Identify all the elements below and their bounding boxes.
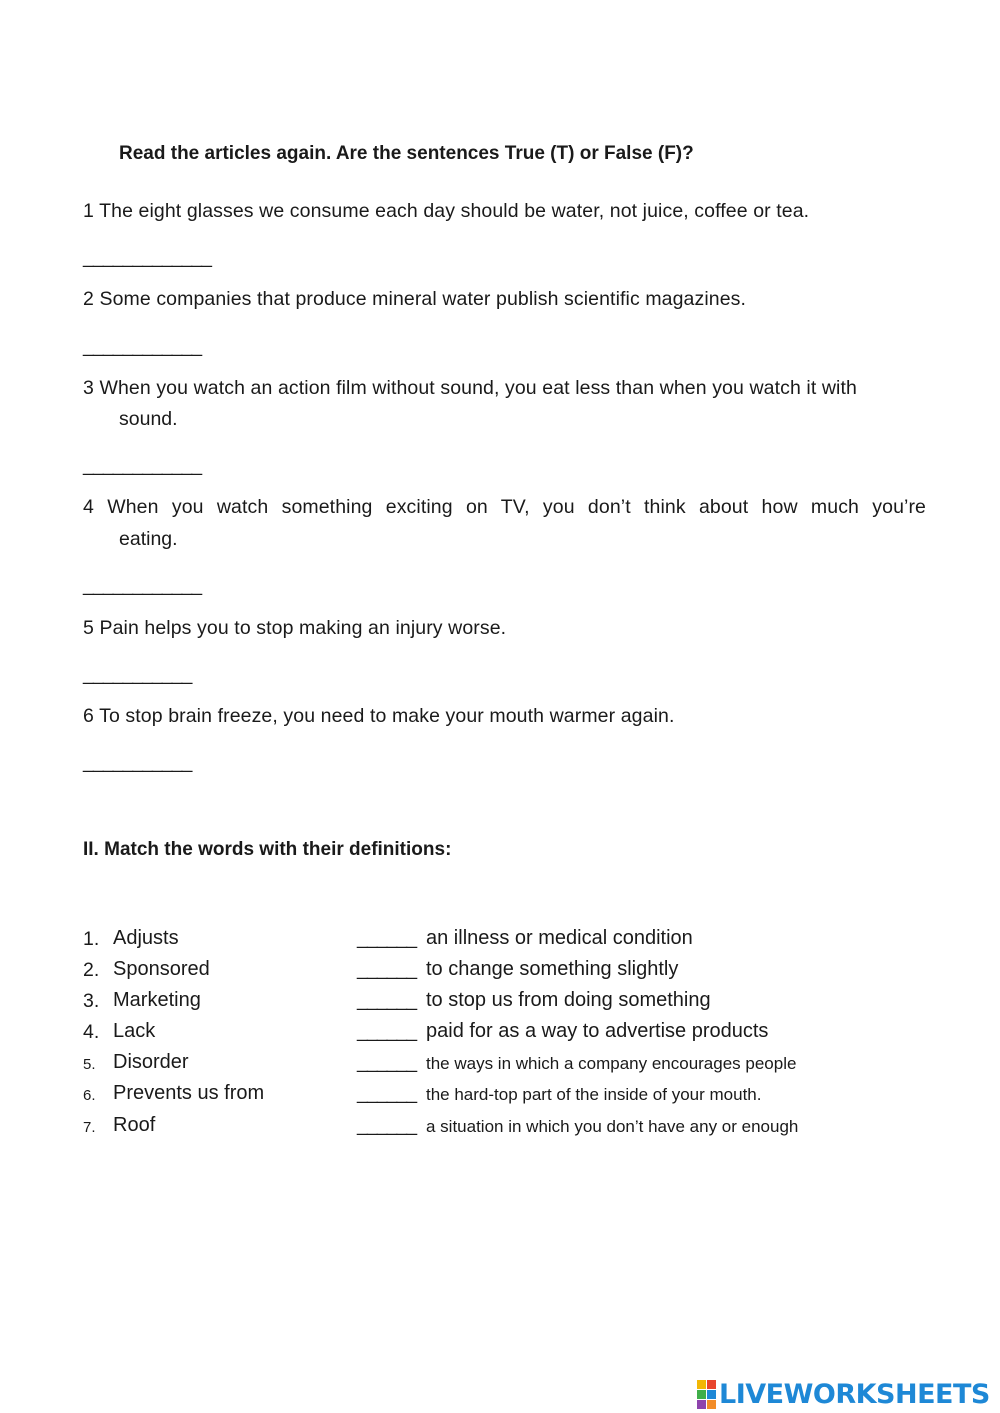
question-4-continuation: eating. [119,528,178,550]
answer-line-2[interactable]: ____________ [83,335,202,357]
match-number: 6. [83,1087,96,1104]
match-word: Adjusts [113,927,179,949]
logo-text: LIVEWORKSHEETS [719,1378,990,1410]
match-number: 3. [83,990,100,1012]
match-definition: a situation in which you don’t have any or enough [426,1117,799,1136]
match-number: 4. [83,1021,100,1043]
match-blank[interactable]: ______ [357,958,417,980]
match-definition: an illness or medical condition [426,927,693,949]
match-word: Disorder [113,1051,189,1073]
match-number: 1. [83,928,100,950]
match-definition: paid for as a way to advertise products [426,1020,769,1042]
match-definition: to stop us from doing something [426,989,711,1011]
question-1: 1 The eight glasses we consume each day should be water, not juice, coffee or tea. [83,200,810,222]
match-word: Marketing [113,989,201,1011]
question-4: 4 When you watch something exciting on TV, you don’t think about how much you’re [83,496,926,518]
question-5: 5 Pain helps you to stop making an injury worse. [83,617,507,639]
match-definition: the hard-top part of the inside of your mouth. [426,1085,762,1104]
match-definition: the ways in which a company encourages people [426,1054,797,1073]
match-blank[interactable]: ______ [357,1114,417,1136]
question-6: 6 To stop brain freeze, you need to make your mouth warmer again. [83,705,675,727]
answer-line-1[interactable]: _____________ [83,246,211,268]
match-number: 5. [83,1056,96,1073]
answer-line-4[interactable]: ____________ [83,574,202,596]
match-blank[interactable]: ______ [357,927,417,949]
answer-line-3[interactable]: ____________ [83,454,202,476]
question-3: 3 When you watch an action film without sound, you eat less than when you watch it with [83,377,857,399]
question-3-continuation: sound. [119,408,178,430]
match-blank[interactable]: ______ [357,1020,417,1042]
match-blank[interactable]: ______ [357,1082,417,1104]
answer-line-5[interactable]: ___________ [83,663,192,685]
match-word: Prevents us from [113,1082,265,1104]
match-number: 2. [83,959,100,981]
match-word: Lack [113,1020,156,1042]
match-number: 7. [83,1119,96,1136]
question-2: 2 Some companies that produce mineral water publish scientific magazines. [83,288,747,310]
answer-line-6[interactable]: ___________ [83,751,192,773]
liveworksheets-logo[interactable] [697,1378,990,1410]
liveworksheets-logo-icon [697,1380,716,1409]
section1-instruction: Read the articles again. Are the sentences True (T) or False (F)? [119,143,694,164]
match-word: Sponsored [113,958,210,980]
section2-title: II. Match the words with their definitions: [83,839,452,860]
match-blank[interactable]: ______ [357,1051,417,1073]
match-word: Roof [113,1114,156,1136]
match-blank[interactable]: ______ [357,989,417,1011]
match-definition: to change something slightly [426,958,679,980]
